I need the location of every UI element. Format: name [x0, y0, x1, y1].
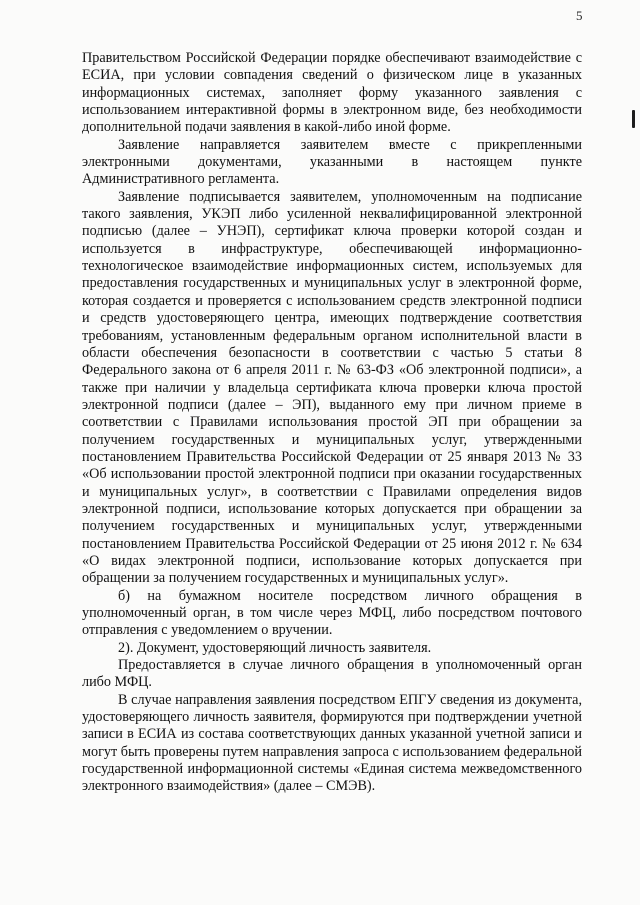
paragraph-continuation-esia: Правительством Российской Федерации порядке обеспечивают взаимодействие с ЕСИА, при условии совпадения сведений о физическом лице в указанных информационных системах, заполняет форму указанного заявления с использованием интерактивной формы в электронном виде, без необходимости дополнительной подачи заявления в какой-либо иной форме. [82, 50, 582, 136]
paragraph-identity-document-heading: 2). Документ, удостоверяющий личность заявителя. [118, 639, 432, 656]
paragraph-identity-document-personal: Предоставляется в случае личного обращения в уполномоченный орган либо МФЦ. [82, 657, 582, 691]
paragraph-signature-requirements: Заявление подписывается заявителем, уполномоченным на подписание такого заявления, УКЭП либо усиленной неквалифицированной электронной подписью (далее – УНЭП), сертификат ключа проверки которой создан и используется в инфраструктуре, обеспечивающей информационно-технологическое взаимодействие информационных систем, используемых для предоставления государственных и муниципальных услуг в электронной форме, которая создается и проверяется с использованием средств электронной подписи и средств удостоверяющего центра, имеющих подтверждение соответствия требованиям, установленным федеральным органом исполнительной власти в области обеспечения безопасности в соответствии с частью 5 статьи 8 Федерального закона от 6 апреля 2011 г. № 63-ФЗ «Об электронной подписи», а также при наличии у владельца сертификата ключа проверки ключа простой электронной подписи (далее – ЭП), выданного ему при личном приеме в соответствии с Правилами использования простой ЭП при обращении за получением государственных и муниципальных услуг, утвержденными постановлением Правительства Российской Федерации от 25 января 2013 № 33 «Об использовании простой электронной подписи при оказании государственных и муниципальных услуг», в соответствии с Правилами определения видов электронной подписи, использование которых допускается при обращении за получением государственных и муниципальных услуг, утвержденными постановлением Правительства Российской Федерации от 25 июня 2012 г. № 634 «О видах электронной подписи, использование которых допускается при обращении за получением государственных и муниципальных услуг». [82, 188, 582, 587]
document-body [82, 50, 582, 796]
paragraph-application-attachments: Заявление направляется заявителем вместе с прикрепленными электронными документами, указанными в настоящем пункте Административного регламента. [82, 136, 582, 188]
paragraph-identity-document-epgu: В случае направления заявления посредством ЕПГУ сведения из документа, удостоверяющего личность заявителя, формируются при подтверждении учетной записи в ЕСИА из состава соответствующих данных указанной учетной записи и могут быть проверены путем направления запроса с использованием федеральной государственной информационной системы «Единая система межведомственного электронного взаимодействия» (далее – СМЭВ). [82, 691, 582, 795]
paragraph-paper-submission: б) на бумажном носителе посредством личного обращения в уполномоченный орган, в том числе через МФЦ, либо посредством почтового отправления с уведомлением о вручении. [82, 587, 582, 639]
scan-artifact-mark [632, 110, 635, 128]
page-number: 5 [576, 8, 583, 23]
